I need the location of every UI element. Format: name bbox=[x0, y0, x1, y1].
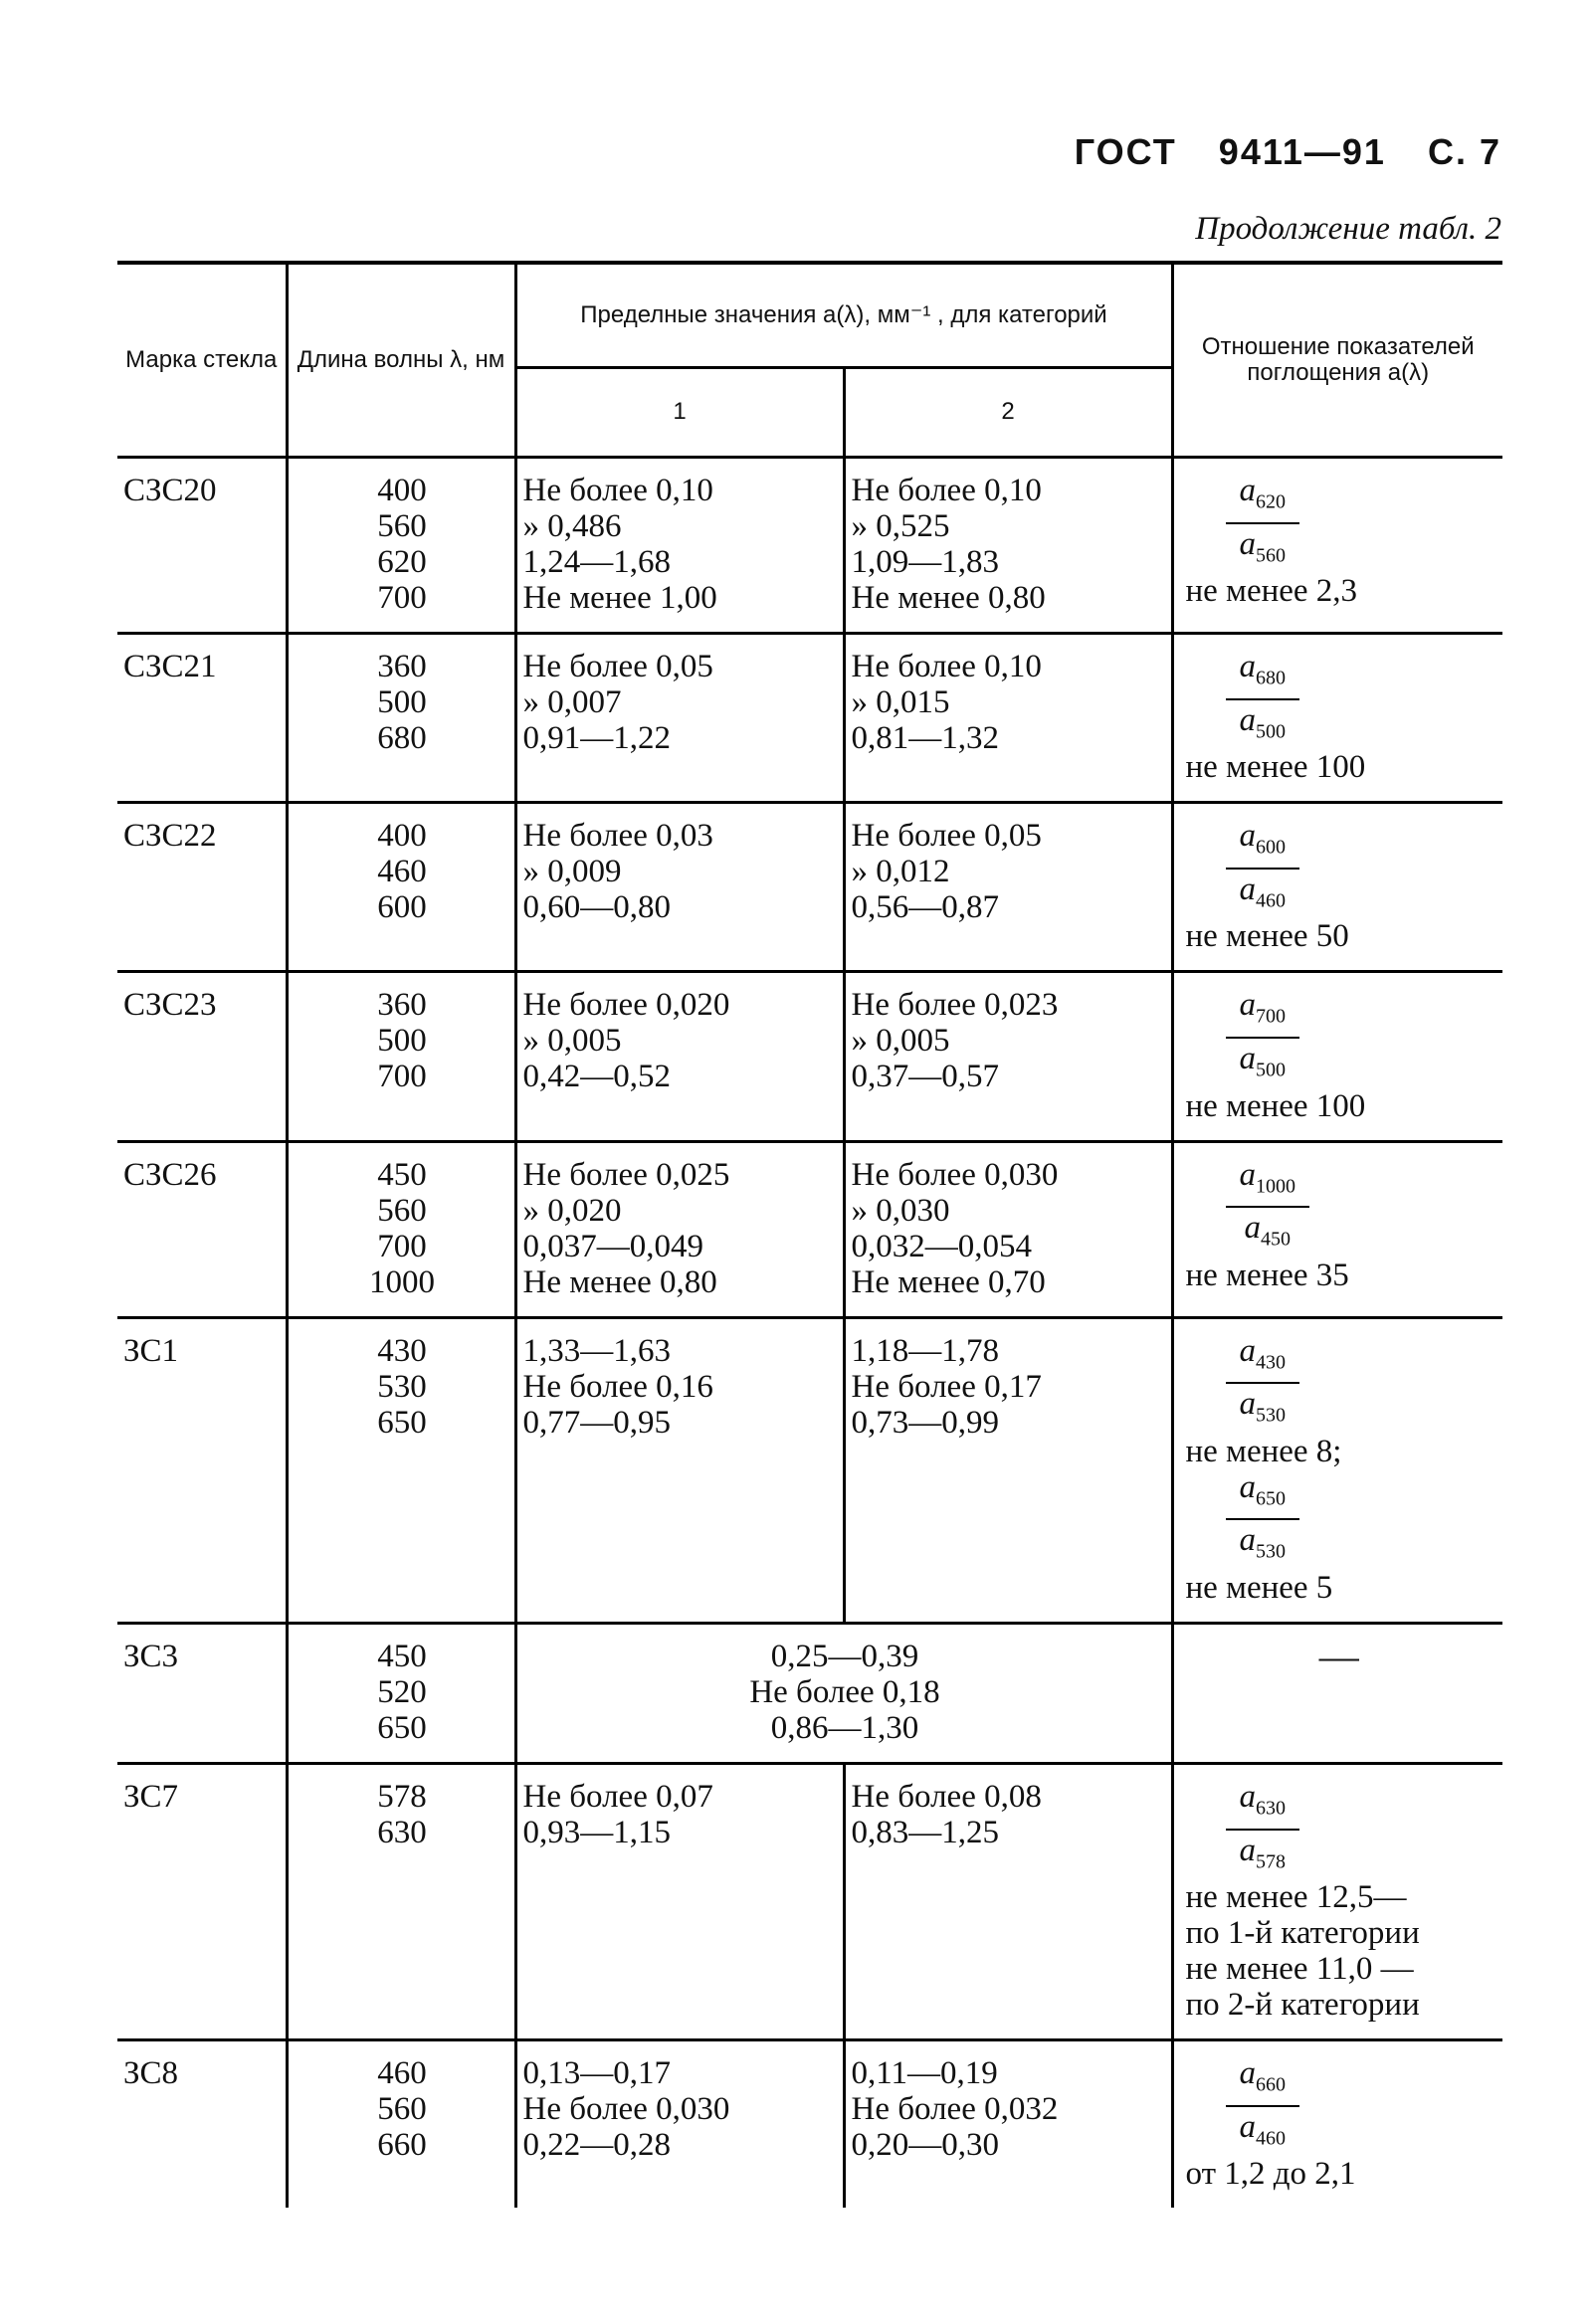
wavelength-value: 620 bbox=[377, 544, 427, 580]
limit-value: Не более 0,025 bbox=[522, 1156, 730, 1193]
category-1-cell bbox=[515, 458, 844, 634]
wavelength-value: 400 bbox=[377, 818, 427, 855]
limit-value: » 0,030 bbox=[851, 1192, 950, 1229]
wavelength-value: 360 bbox=[377, 649, 427, 684]
fraction-numerator: $a_{430}$ bbox=[1226, 1333, 1300, 1385]
fraction-numerator: $a_{1000}$ bbox=[1226, 1157, 1310, 1209]
ratio-cell bbox=[1172, 2040, 1502, 2209]
category-1-cell bbox=[515, 634, 844, 803]
wavelength-value: 600 bbox=[377, 889, 427, 926]
limit-value: Не более 0,17 bbox=[851, 1368, 1042, 1405]
wavelength-cell bbox=[287, 1141, 515, 1317]
gost-label: ГОСТ bbox=[1074, 131, 1177, 172]
ratio-cell bbox=[1172, 1317, 1502, 1623]
fraction-denominator: $a_{530}$ bbox=[1239, 1522, 1286, 1563]
category-1-cell bbox=[515, 972, 844, 1141]
limit-value: Не более 0,020 bbox=[522, 987, 730, 1024]
glass-grade-cell: ЗС3 bbox=[117, 1623, 287, 1763]
limit-value: Не менее 0,80 bbox=[851, 580, 1046, 616]
header-wavelength: Длина волны λ, нм bbox=[287, 263, 515, 458]
ratio-fraction bbox=[1226, 1469, 1300, 1570]
ratio-fraction bbox=[1226, 1157, 1310, 1258]
wavelength-value: 630 bbox=[377, 1814, 427, 1850]
fraction-denominator: $a_{460}$ bbox=[1239, 2108, 1286, 2150]
limit-value: Не более 0,030 bbox=[851, 1156, 1059, 1193]
limit-value: 1,24—1,68 bbox=[522, 544, 671, 580]
wavelength-value: 360 bbox=[377, 987, 427, 1024]
fraction-numerator: $a_{600}$ bbox=[1226, 818, 1300, 870]
limit-value: Не более 0,10 bbox=[851, 473, 1042, 508]
limit-value: » 0,005 bbox=[522, 1023, 622, 1060]
category-2-cell bbox=[844, 458, 1172, 634]
limit-value: 0,81—1,32 bbox=[851, 720, 999, 756]
limit-value: 0,73—0,99 bbox=[851, 1404, 999, 1441]
table-row bbox=[117, 1317, 1502, 1623]
ratio-fraction bbox=[1226, 1779, 1300, 1879]
limit-value: 0,20—0,30 bbox=[851, 2127, 999, 2164]
category-1-cell bbox=[515, 2040, 844, 2209]
limit-value: Не менее 1,00 bbox=[522, 580, 717, 616]
ratio-condition: не менее 12,5— bbox=[1185, 1879, 1407, 1916]
limit-value: 0,42—0,52 bbox=[522, 1059, 671, 1095]
wavelength-cell bbox=[287, 1763, 515, 2039]
ratio-fraction bbox=[1226, 987, 1300, 1087]
ratio-condition: по 1-й категории bbox=[1185, 1915, 1420, 1952]
fraction-numerator: $a_{650}$ bbox=[1226, 1469, 1300, 1521]
limit-value: Не менее 0,80 bbox=[522, 1263, 717, 1300]
wavelength-cell bbox=[287, 458, 515, 634]
wavelength-value: 460 bbox=[377, 854, 427, 890]
wavelength-cell bbox=[287, 634, 515, 803]
wavelength-value: 680 bbox=[377, 720, 427, 756]
table-row bbox=[117, 1623, 1502, 1763]
fraction-numerator: $a_{620}$ bbox=[1226, 473, 1300, 524]
fraction-denominator: $a_{450}$ bbox=[1244, 1210, 1291, 1251]
glass-grade-cell: СЗС23 bbox=[117, 972, 287, 1141]
glass-grade-cell: СЗС21 bbox=[117, 634, 287, 803]
limit-value: » 0,012 bbox=[851, 854, 950, 890]
ratio-cell bbox=[1172, 1763, 1502, 2039]
limit-value: Не более 0,16 bbox=[522, 1368, 713, 1405]
limit-value: Не более 0,10 bbox=[522, 473, 713, 508]
limit-value: » 0,007 bbox=[522, 684, 622, 720]
limit-value: 0,86—1,30 bbox=[770, 1709, 919, 1746]
wavelength-value: 560 bbox=[377, 1192, 427, 1229]
limit-value: » 0,005 bbox=[851, 1023, 950, 1060]
wavelength-value: 450 bbox=[377, 1156, 427, 1193]
ratio-cell bbox=[1172, 1141, 1502, 1317]
absorption-table bbox=[117, 261, 1502, 2208]
limit-value: 0,032—0,054 bbox=[851, 1228, 1032, 1264]
wavelength-value: 700 bbox=[377, 580, 427, 616]
wavelength-value: 560 bbox=[377, 2091, 427, 2128]
limit-value: Не менее 0,70 bbox=[851, 1263, 1046, 1300]
category-2-cell bbox=[844, 972, 1172, 1141]
ratio-condition: не менее 100 bbox=[1185, 749, 1366, 786]
table-continuation-label: Продолжение табл. 2 bbox=[1195, 211, 1501, 247]
category-2-cell bbox=[844, 1141, 1172, 1317]
wavelength-value: 450 bbox=[377, 1638, 427, 1674]
ratio-condition: по 2-й категории bbox=[1185, 1987, 1420, 2024]
wavelength-cell bbox=[287, 803, 515, 972]
table-row bbox=[117, 1141, 1502, 1317]
ratio-fraction bbox=[1226, 649, 1300, 749]
header-ratio: Отношение показателей поглощения a(λ) bbox=[1172, 263, 1502, 458]
limit-value: 0,25—0,39 bbox=[770, 1638, 919, 1674]
limit-value: » 0,015 bbox=[851, 684, 950, 720]
category-2-cell bbox=[844, 2040, 1172, 2209]
fraction-denominator: $a_{578}$ bbox=[1239, 1832, 1286, 1873]
wavelength-value: 530 bbox=[377, 1368, 427, 1405]
table-row bbox=[117, 972, 1502, 1141]
header-grade: Марка стекла bbox=[117, 263, 287, 458]
ratio-fraction bbox=[1226, 1333, 1300, 1434]
wavelength-cell bbox=[287, 972, 515, 1141]
table-row bbox=[117, 634, 1502, 803]
category-1-cell bbox=[515, 1763, 844, 2039]
fraction-numerator: $a_{680}$ bbox=[1226, 649, 1300, 700]
ratio-condition: не менее 5 bbox=[1185, 1569, 1333, 1606]
category-1-cell bbox=[515, 1317, 844, 1623]
category-2-cell bbox=[844, 1317, 1172, 1623]
wavelength-value: 460 bbox=[377, 2055, 427, 2092]
wavelength-value: 578 bbox=[377, 1778, 427, 1815]
fraction-numerator: $a_{660}$ bbox=[1226, 2055, 1300, 2107]
limit-value: Не более 0,10 bbox=[851, 649, 1042, 684]
fraction-denominator: $a_{500}$ bbox=[1239, 701, 1286, 743]
page-header bbox=[1045, 131, 1501, 173]
ratio-condition: не менее 2,3 bbox=[1185, 573, 1358, 610]
limit-value: 0,77—0,95 bbox=[522, 1404, 671, 1441]
fraction-denominator: $a_{530}$ bbox=[1239, 1386, 1286, 1427]
glass-grade-cell: СЗС22 bbox=[117, 803, 287, 972]
table-row bbox=[117, 2040, 1502, 2209]
limit-value: » 0,525 bbox=[851, 508, 950, 544]
header-category-1: 1 bbox=[515, 368, 844, 458]
category-2-cell bbox=[844, 803, 1172, 972]
glass-grade-cell: ЗС8 bbox=[117, 2040, 287, 2209]
category-2-cell bbox=[844, 1763, 1172, 2039]
limit-value: Не более 0,030 bbox=[522, 2091, 730, 2128]
limit-value: 0,37—0,57 bbox=[851, 1059, 999, 1095]
wavelength-value: 520 bbox=[377, 1673, 427, 1710]
limit-value: Не более 0,18 bbox=[749, 1673, 940, 1710]
wavelength-value: 650 bbox=[377, 1709, 427, 1746]
category-1-cell bbox=[515, 803, 844, 972]
limit-value: Не более 0,08 bbox=[851, 1778, 1042, 1815]
limit-value: Не более 0,07 bbox=[522, 1778, 713, 1815]
ratio-condition: не менее 8; bbox=[1185, 1433, 1342, 1469]
wavelength-cell bbox=[287, 1317, 515, 1623]
wavelength-value: 430 bbox=[377, 1332, 427, 1369]
glass-grade-cell: ЗС7 bbox=[117, 1763, 287, 2039]
ratio-condition: не менее 50 bbox=[1185, 918, 1349, 955]
table-body bbox=[117, 458, 1502, 2209]
ratio-cell bbox=[1172, 634, 1502, 803]
fraction-numerator: $a_{630}$ bbox=[1226, 1779, 1300, 1831]
ratio-condition: не менее 11,0 — bbox=[1185, 1951, 1414, 1988]
wavelength-value: 650 bbox=[377, 1404, 427, 1441]
limit-value: Не более 0,023 bbox=[851, 987, 1059, 1024]
ratio-cell bbox=[1172, 458, 1502, 634]
wavelength-cell bbox=[287, 1623, 515, 1763]
fraction-denominator: $a_{460}$ bbox=[1239, 871, 1286, 912]
limit-value: 0,56—0,87 bbox=[851, 889, 999, 926]
ratio-cell bbox=[1172, 803, 1502, 972]
merged-category-cell bbox=[515, 1623, 1172, 1763]
wavelength-value: 1000 bbox=[369, 1263, 435, 1300]
wavelength-value: 560 bbox=[377, 508, 427, 544]
limit-value: 0,60—0,80 bbox=[522, 889, 671, 926]
wavelength-cell bbox=[287, 2040, 515, 2209]
limit-value: 1,18—1,78 bbox=[851, 1332, 999, 1369]
ratio-fraction bbox=[1226, 2055, 1300, 2156]
wavelength-value: 660 bbox=[377, 2127, 427, 2164]
header-category-2: 2 bbox=[844, 368, 1172, 458]
ratio-condition: не менее 35 bbox=[1185, 1257, 1349, 1293]
ratio-cell bbox=[1172, 972, 1502, 1141]
limit-value: 0,93—1,15 bbox=[522, 1814, 671, 1850]
limit-value: 0,22—0,28 bbox=[522, 2127, 671, 2164]
limit-value: 0,91—1,22 bbox=[522, 720, 671, 756]
wavelength-value: 500 bbox=[377, 1023, 427, 1060]
limit-value: Не более 0,05 bbox=[522, 649, 713, 684]
fraction-denominator: $a_{560}$ bbox=[1239, 525, 1286, 567]
ratio-cell: — bbox=[1172, 1623, 1502, 1763]
glass-grade-cell: СЗС26 bbox=[117, 1141, 287, 1317]
limit-value: 0,11—0,19 bbox=[851, 2055, 998, 2092]
ratio-fraction bbox=[1226, 818, 1300, 918]
fraction-numerator: $a_{700}$ bbox=[1226, 987, 1300, 1039]
page-number: С. 7 bbox=[1427, 131, 1501, 172]
limit-value: 1,33—1,63 bbox=[522, 1332, 671, 1369]
limit-value: 0,037—0,049 bbox=[522, 1228, 703, 1264]
ratio-condition: от 1,2 до 2,1 bbox=[1185, 2156, 1356, 2193]
table-row bbox=[117, 458, 1502, 634]
category-1-cell bbox=[515, 1141, 844, 1317]
limit-value: Не более 0,05 bbox=[851, 818, 1042, 855]
standard-number: 9411—91 bbox=[1218, 131, 1386, 172]
wavelength-value: 400 bbox=[377, 473, 427, 508]
table-row bbox=[117, 1763, 1502, 2039]
wavelength-value: 700 bbox=[377, 1059, 427, 1095]
header-limit-values: Пределные значения a(λ), мм⁻¹ , для категорий bbox=[515, 263, 1172, 368]
ratio-condition: не менее 100 bbox=[1185, 1087, 1366, 1124]
table-row bbox=[117, 803, 1502, 972]
limit-value: » 0,009 bbox=[522, 854, 622, 890]
glass-grade-cell: СЗС20 bbox=[123, 473, 217, 508]
wavelength-value: 500 bbox=[377, 684, 427, 720]
wavelength-value: 700 bbox=[377, 1228, 427, 1264]
limit-value: 0,83—1,25 bbox=[851, 1814, 999, 1850]
fraction-denominator: $a_{500}$ bbox=[1239, 1040, 1286, 1081]
limit-value: Не более 0,03 bbox=[522, 818, 713, 855]
limit-value: 1,09—1,83 bbox=[851, 544, 999, 580]
limit-value: Не более 0,032 bbox=[851, 2091, 1059, 2128]
category-2-cell bbox=[844, 634, 1172, 803]
limit-value: 0,13—0,17 bbox=[522, 2055, 671, 2092]
limit-value: » 0,020 bbox=[522, 1192, 622, 1229]
glass-grade-cell: ЗС1 bbox=[117, 1317, 287, 1623]
ratio-fraction bbox=[1226, 473, 1300, 573]
limit-value: » 0,486 bbox=[522, 508, 622, 544]
